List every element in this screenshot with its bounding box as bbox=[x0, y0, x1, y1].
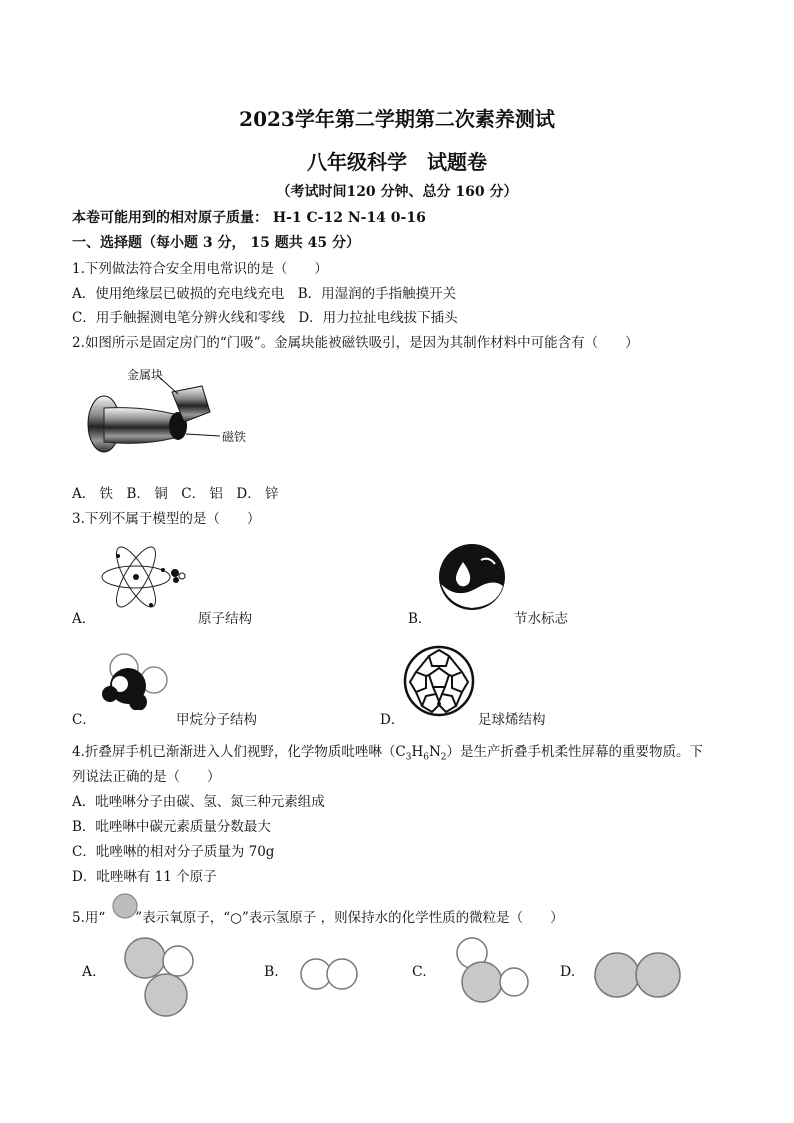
q3-stem: 3.下列不属于模型的是（ ） bbox=[72, 511, 261, 527]
q5-option-a-molecule bbox=[118, 935, 198, 1019]
q4-stem-line2: 列说法正确的是（ ） bbox=[72, 769, 221, 785]
q3-caption-a: 原子结构 bbox=[198, 611, 252, 627]
q1-options-cd: C．用手触握测电笔分辨火线和零线 D．用力拉扯电线拔下插头 bbox=[72, 310, 458, 326]
q4-option-c: C．吡唑啉的相对分子质量为 70g bbox=[72, 844, 275, 860]
q3-option-c: C． bbox=[72, 712, 96, 728]
q5-option-b-molecule bbox=[298, 956, 362, 992]
q2-stem: 2.如图所示是固定房门的“门吸”。金属块能被磁铁吸引，是因为其制作材料中可能含有（ ） bbox=[72, 335, 639, 351]
section-heading: 一、选择题（每小题 3 分， 15 题共 45 分） bbox=[72, 235, 360, 251]
water-saving-logo-icon bbox=[437, 542, 507, 612]
q3-option-d: D． bbox=[380, 712, 405, 728]
q5-option-a-label: A. bbox=[82, 964, 97, 980]
chemical-formula: $C_3H_6N_2$ bbox=[395, 744, 447, 763]
fullerene-icon bbox=[402, 644, 476, 718]
label-metal-block: 金属块 bbox=[127, 368, 164, 382]
q5-stem: 5.用“ ”表示氧原子，“○”表示氢原子 ，则保持水的化学性质的微粒是（ ） bbox=[72, 910, 564, 926]
q5-option-c-molecule bbox=[452, 936, 532, 1004]
atomic-mass-line: 本卷可能用到的相对原子质量： H-1 C-12 N-14 0-16 bbox=[72, 210, 426, 226]
q5-option-b-label: B. bbox=[264, 964, 279, 980]
q4-option-d: D．吡唑啉有 11 个原子 bbox=[72, 869, 217, 885]
exam-info: （考试时间120 分钟、总分 160 分） bbox=[276, 184, 518, 200]
q5-option-d-molecule bbox=[592, 950, 684, 1000]
oxygen-atom-legend-icon bbox=[110, 891, 140, 921]
q3-option-a: A． bbox=[72, 611, 96, 627]
q4-option-b: B．吡唑啉中碳元素质量分数最大 bbox=[72, 819, 271, 835]
exam-title: 2023学年第二学期第二次素养测试 bbox=[239, 107, 555, 131]
q1-stem: 1.下列做法符合安全用电常识的是（ ） bbox=[72, 261, 328, 277]
q5-option-d-label: D. bbox=[560, 964, 576, 980]
q3-caption-b: 节水标志 bbox=[514, 611, 568, 627]
methane-molecule-icon bbox=[98, 650, 170, 710]
exam-subtitle: 八年级科学 试题卷 bbox=[307, 150, 487, 174]
door-stop-figure bbox=[82, 362, 282, 462]
q4-option-a: A．吡唑啉分子由碳、氢、氮三种元素组成 bbox=[72, 794, 325, 810]
label-magnet: 磁铁 bbox=[222, 430, 247, 444]
q1-options-ab: A．使用绝缘层已破损的充电线充电 B．用湿润的手指触摸开关 bbox=[72, 286, 457, 302]
q4-stem-line1: 4.折叠屏手机已渐渐进入人们视野，化学物质吡唑啉$(C_3H_6N_2)$是生产折叠手机柔性屏幕的重要物质。下 bbox=[72, 744, 704, 763]
q5-option-c-label: C. bbox=[412, 964, 427, 980]
q2-options: A． 铁 B． 铜 C． 铝 D． 锌 bbox=[72, 486, 279, 502]
q3-option-b: B． bbox=[408, 611, 432, 627]
atom-structure-icon bbox=[96, 534, 190, 620]
q3-caption-d: 足球烯结构 bbox=[478, 712, 546, 728]
q3-caption-c: 甲烷分子结构 bbox=[176, 712, 257, 728]
